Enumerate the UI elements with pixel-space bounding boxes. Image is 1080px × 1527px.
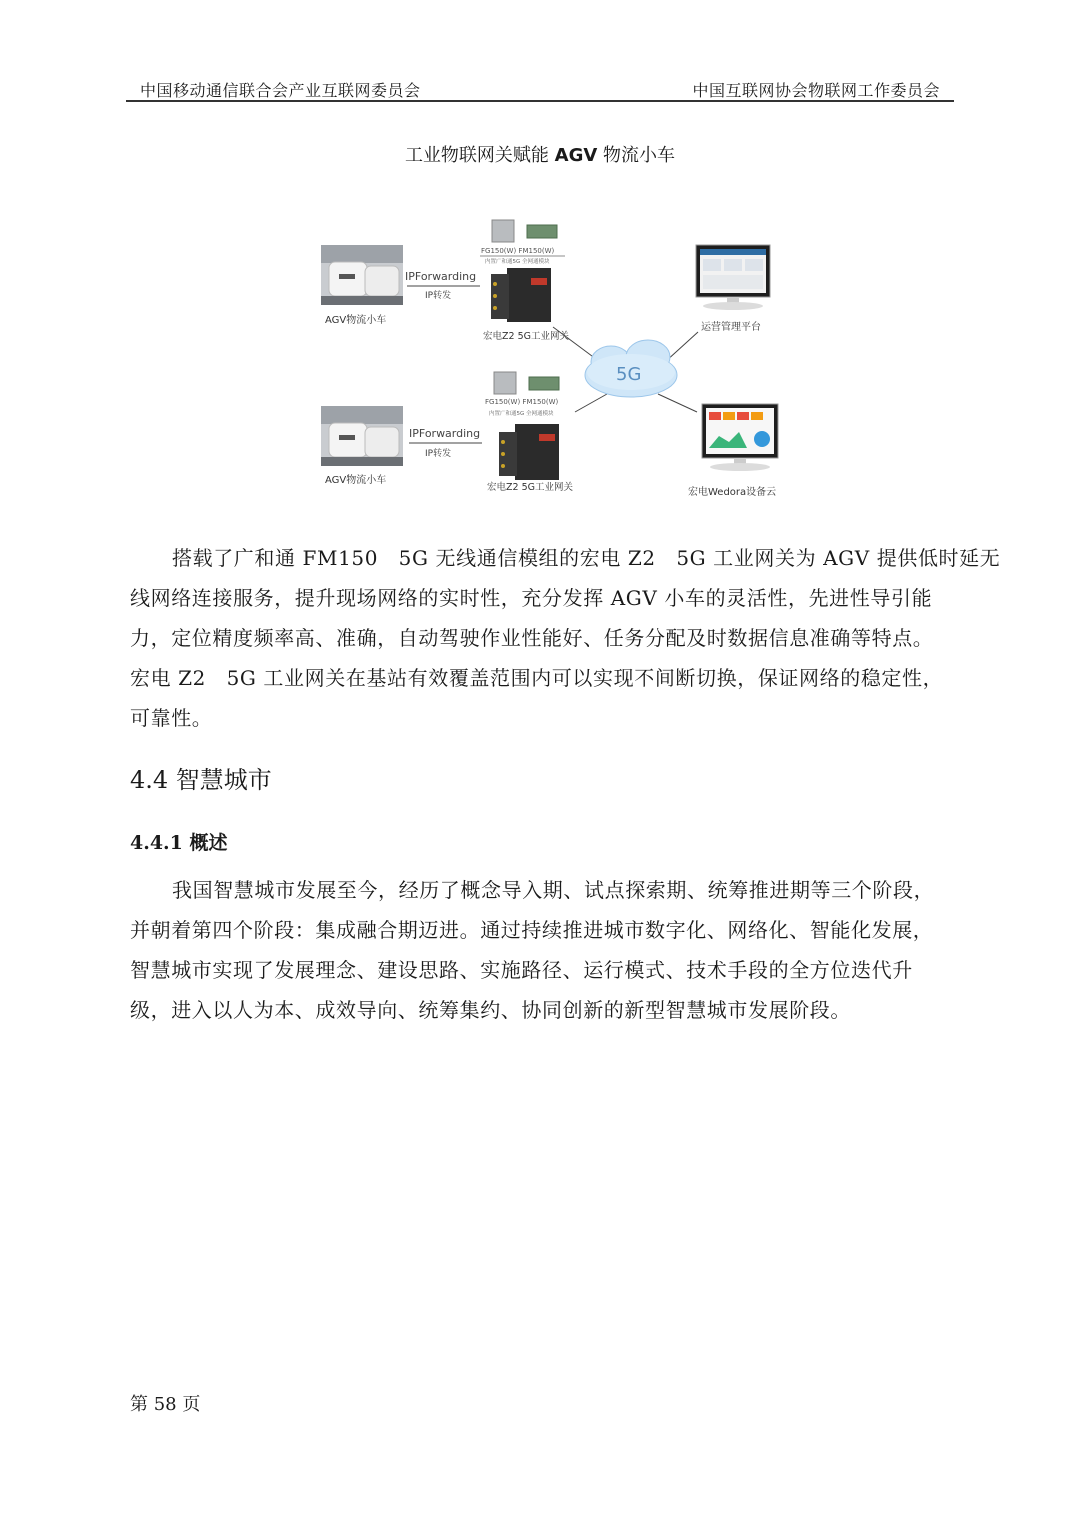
module-fm150-top: [527, 225, 557, 238]
paragraph-line: 智慧城市实现了发展理念、建设思路、实施路径、运行模式、技术手段的全方位迭代升: [130, 958, 913, 982]
platform-monitor: [696, 245, 770, 310]
subsection-heading: 4.4.1 概述: [130, 832, 228, 854]
page-header: [126, 76, 954, 102]
platform-label: 运营管理平台: [701, 322, 761, 333]
header-left-org: 中国移动通信联合会产业互联网委员会: [140, 81, 421, 100]
paragraph-smart-city: [130, 870, 952, 1030]
figure-title-prefix: 工业物联网关赋能: [404, 145, 555, 166]
paragraph-line: 搭载了广和通 FM150 5G 无线通信模组的宏电 Z2 5G 工业网关为 AGV 提供低时延无: [172, 546, 1001, 570]
link-cloud-device-cloud: [658, 394, 697, 412]
module-fg150-top: [492, 220, 514, 242]
figure-title-suffix: 物流小车: [597, 145, 676, 166]
agv-network-diagram: [315, 212, 795, 507]
paragraph-line: 可靠性。: [130, 706, 213, 730]
device-cloud-monitor: [702, 404, 778, 471]
agv-label-bottom: AGV物流小车: [325, 475, 387, 486]
agv-photo-top: [321, 245, 403, 305]
link-gateway-bottom-cloud: [575, 394, 607, 412]
agv-photo-bottom: [321, 406, 403, 466]
figure-title: [0, 141, 1080, 167]
paragraph-agv-gateway: [130, 538, 1001, 738]
ipforwarding-label-bottom: IPForwarding: [409, 427, 481, 440]
5g-cloud-label: 5G: [616, 364, 642, 385]
module-fg150-bottom: [494, 372, 516, 394]
gateway-top-image: [491, 268, 551, 322]
paragraph-line: 线网络连接服务，提升现场网络的实时性，充分发挥 AGV 小车的灵活性，先进性导引能: [130, 586, 933, 610]
paragraph-line: 力，定位精度频率高、准确，自动驾驶作业性能好、任务分配及时数据信息准确等特点。: [130, 626, 934, 650]
device-cloud-label: 宏电Wedora设备云: [688, 487, 777, 498]
section-heading: 4.4 智慧城市: [130, 766, 272, 794]
modules-label-bottom: FG150(W) FM150(W): [485, 398, 559, 406]
module-fm150-bottom: [529, 377, 559, 390]
gateway-label-top: 宏电Z2 5G工业网关: [483, 331, 569, 342]
ip-forward-label-top: IP转发: [425, 291, 452, 301]
paragraph-line: 宏电 Z2 5G 工业网关在基站有效覆盖范围内可以实现不间断切换，保证网络的稳定性，: [130, 666, 944, 690]
figure-title-bold: AGV: [554, 145, 598, 166]
agv-label-top: AGV物流小车: [325, 315, 387, 326]
paragraph-line: 级，进入以人为本、成效导向、统筹集约、协同创新的新型智慧城市发展阶段。: [130, 998, 851, 1022]
paragraph-line: 我国智慧城市发展至今，经历了概念导入期、试点探索期、统筹推进期等三个阶段，: [172, 878, 935, 902]
modules-label-top: FG150(W) FM150(W): [481, 247, 555, 255]
page-number: 第 58 页: [130, 1394, 201, 1415]
paragraph-line: 并朝着第四个阶段：集成融合期迈进。通过持续推进城市数字化、网络化、智能化发展，: [130, 918, 934, 942]
ipforwarding-label-top: IPForwarding: [405, 270, 477, 283]
ip-forward-label-bottom: IP转发: [425, 449, 452, 459]
modules-note-bottom: 内置广和通5G 全网通模块: [489, 411, 554, 417]
gateway-bottom-image: [499, 424, 559, 480]
modules-note-top: 内置广和通5G 全网通模块: [485, 259, 550, 265]
header-right-org: 中国互联网协会物联网工作委员会: [692, 81, 940, 100]
gateway-label-bottom: 宏电Z2 5G工业网关: [487, 482, 573, 493]
